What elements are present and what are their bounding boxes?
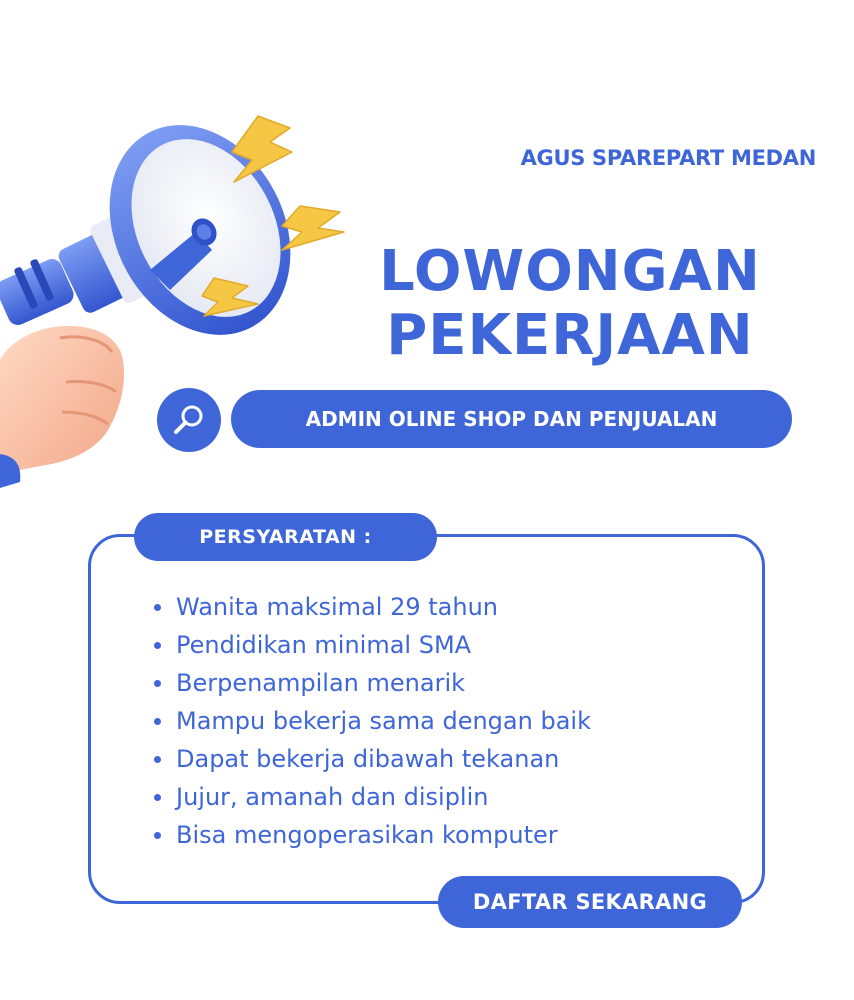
- company-name: AGUS SPAREPART MEDAN: [520, 146, 816, 170]
- headline-line-1: LOWONGAN: [379, 239, 761, 304]
- requirements-title: PERSYARATAN :: [199, 526, 372, 548]
- megaphone-cone: [74, 93, 326, 366]
- job-position-banner: [231, 390, 792, 448]
- list-item: Berpenampilan menarik: [152, 664, 591, 702]
- list-item: Wanita maksimal 29 tahun: [152, 588, 591, 626]
- search-icon: [171, 402, 207, 438]
- list-item: Mampu bekerja sama dengan baik: [152, 702, 591, 740]
- register-now-button[interactable]: [438, 876, 742, 928]
- list-item: Bisa mengoperasikan komputer: [152, 816, 591, 854]
- requirements-list: [152, 588, 591, 854]
- headline-line-2: PEKERJAAN: [386, 303, 754, 368]
- register-now-label: DAFTAR SEKARANG: [472, 890, 708, 914]
- list-item: Jujur, amanah dan disiplin: [152, 778, 591, 816]
- requirements-title-tab: [134, 513, 437, 561]
- page-headline: [340, 240, 800, 368]
- search-icon-badge: [157, 388, 221, 452]
- job-position-label: ADMIN OLINE SHOP DAN PENJUALAN: [305, 407, 718, 431]
- list-item: Pendidikan minimal SMA: [152, 626, 591, 664]
- hand-illustration: [0, 326, 124, 488]
- list-item: Dapat bekerja dibawah tekanan: [152, 740, 591, 778]
